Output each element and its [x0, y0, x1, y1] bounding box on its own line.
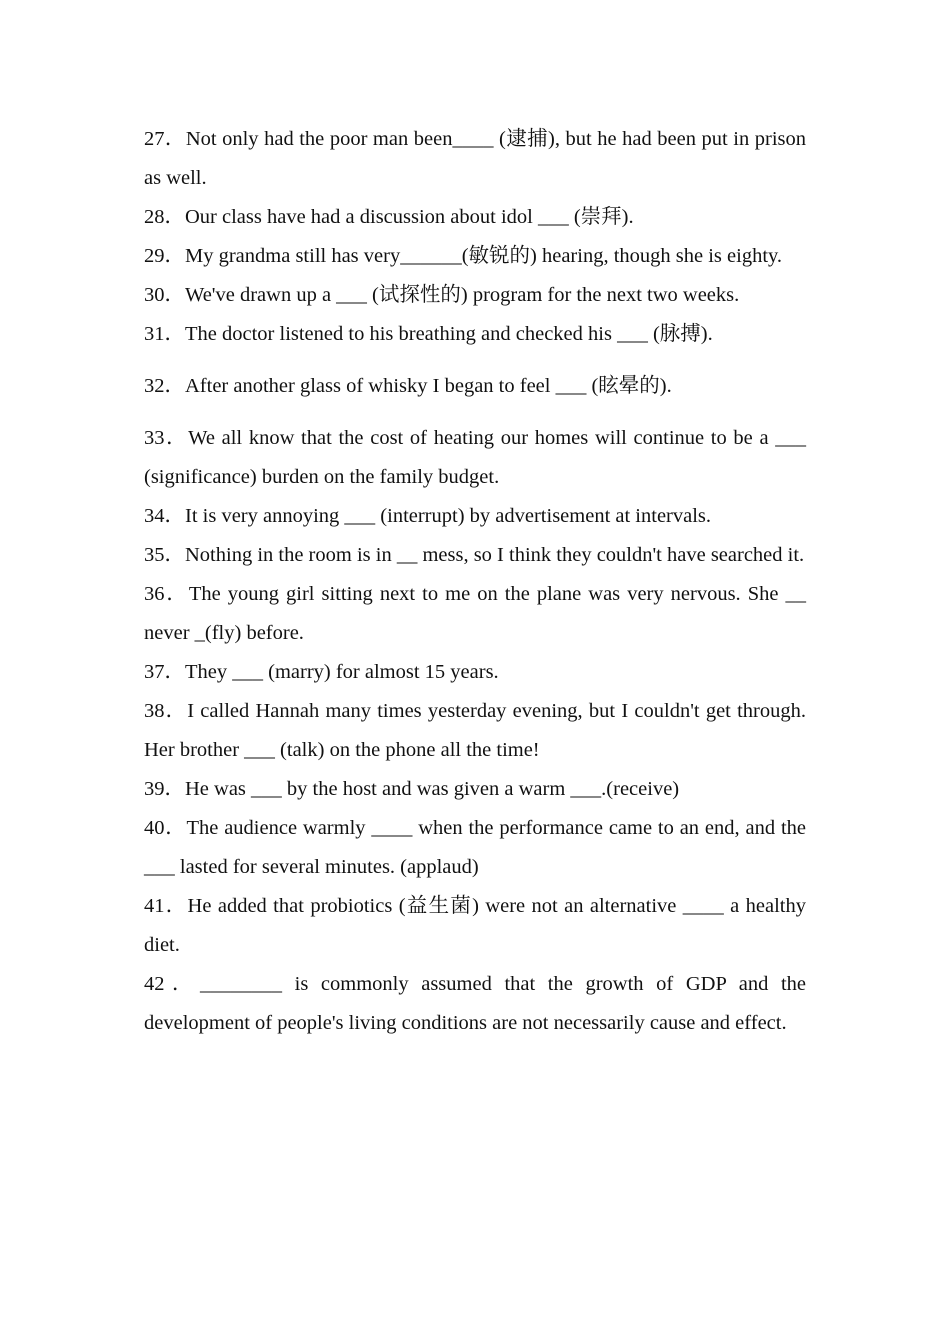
question-42 [144, 965, 806, 1043]
question-text: Nothing in the room is in __ mess, so I think they couldn't have searched it. [185, 544, 805, 566]
question-number: 33． [144, 427, 189, 449]
question-number: 35． [144, 544, 185, 566]
question-text: We've drawn up a ___ (试探性的) program for the next two weeks. [185, 284, 740, 306]
question-33 [144, 419, 806, 497]
question-number: 42． [144, 973, 200, 995]
question-text: After another glass of whisky I began to feel ___ (眩晕的). [185, 375, 672, 397]
question-29 [144, 237, 806, 276]
question-number: 41． [144, 895, 188, 917]
question-number: 39． [144, 778, 185, 800]
question-text: The audience warmly ____ when the performance came to an end, and the ___ lasted for several minutes. (applaud) [144, 817, 806, 878]
question-number: 27． [144, 128, 186, 150]
question-text: It is very annoying ___ (interrupt) by advertisement at intervals. [185, 505, 712, 527]
question-number: 40． [144, 817, 187, 839]
question-text: My grandma still has very______(敏锐的) hearing, though she is eighty. [185, 245, 783, 267]
question-28 [144, 198, 806, 237]
question-number: 36． [144, 583, 189, 605]
question-number: 28． [144, 206, 185, 228]
question-text: ________ is commonly assumed that the growth of GDP and the development of people's living conditions are not necessarily cause and effect. [144, 973, 806, 1034]
question-text: They ___ (marry) for almost 15 years. [185, 661, 499, 683]
question-number: 30． [144, 284, 185, 306]
question-text: Our class have had a discussion about idol ___ (崇拜). [185, 206, 634, 228]
question-38 [144, 692, 806, 770]
question-text: He added that probiotics (益生菌) were not an alternative ____ a healthy diet. [144, 895, 806, 956]
question-number: 38． [144, 700, 188, 722]
question-41 [144, 887, 806, 965]
question-34 [144, 497, 806, 536]
question-40 [144, 809, 806, 887]
question-number: 32． [144, 375, 185, 397]
question-number: 37． [144, 661, 185, 683]
question-37 [144, 653, 806, 692]
question-text: The young girl sitting next to me on the plane was very nervous. She __ never _(fly) before. [144, 583, 807, 644]
question-number: 29． [144, 245, 185, 267]
question-30 [144, 276, 806, 315]
question-31 [144, 315, 806, 354]
question-39 [144, 770, 806, 809]
question-36 [144, 575, 806, 653]
question-text: I called Hannah many times yesterday evening, but I couldn't get through. Her brother ___ (talk) on the phone all the time! [144, 700, 807, 761]
question-text: Not only had the poor man been____ (逮捕), but he had been put in prison as well. [144, 128, 807, 189]
question-text: The doctor listened to his breathing and checked his ___ (脉搏). [185, 323, 713, 345]
question-27 [144, 120, 806, 198]
question-35 [144, 536, 806, 575]
exercise-list [144, 120, 806, 1043]
question-number: 34． [144, 505, 185, 527]
question-text: We all know that the cost of heating our homes will continue to be a ___ (significance) burden on the family budget. [144, 427, 807, 488]
question-number: 31． [144, 323, 185, 345]
question-32 [144, 367, 806, 406]
question-text: He was ___ by the host and was given a warm ___.(receive) [185, 778, 680, 800]
